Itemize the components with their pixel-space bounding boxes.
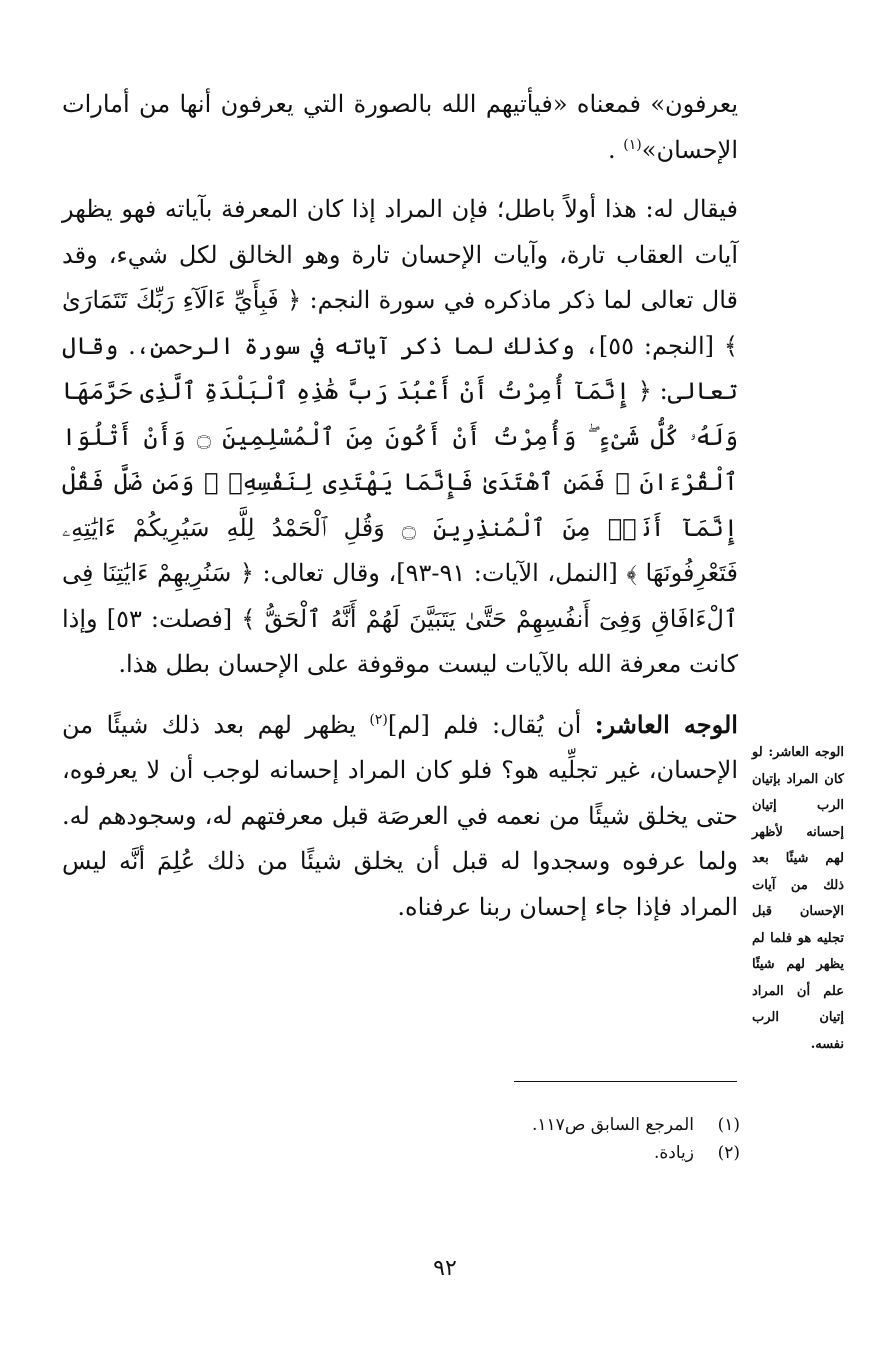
footnotes	[300, 1111, 740, 1167]
footnote-ref-1: (١)	[623, 136, 642, 153]
page-number: ٩٢	[433, 1256, 457, 1281]
footnote-divider	[514, 1081, 737, 1082]
paragraph-1-period: .	[608, 135, 616, 164]
main-text	[62, 82, 738, 930]
footnote-1-number: (١)	[717, 1115, 740, 1135]
footnote-1-text: المرجع السابق ص١١٧.	[532, 1115, 694, 1135]
paragraph-1	[62, 82, 738, 173]
paragraph-2: فيقال له: هذا أولاً باطل؛ فإن المراد إذا كان المعرفة بآياته فهو يظهر آيات العقاب تارة، وآيات الإحسان تارة وهو الخالق لكل شيء، وقد قال تعالى لما ذكر ماذكره في سورة النجم: ﴿ فَبِأَيِّ ءَالَآءِ رَبِّكَ تَتَمَارَىٰ ﴾ [النجم: ٥٥]، وكذلك لما ذكر آياته في سورة الرحمن،. وقال تعالى: ﴿ إِنَّمَآ أُمِرْتُ أَنْ أَعْبُدَ رَبَّ هَٰذِهِ ٱلْبَلْدَةِ ٱلَّذِى حَرَّمَهَا وَلَهُۥ كُلُّ شَىْءٍ ۖ وَأُمِرْتُ أَنْ أَكُونَ مِنَ ٱلْمُسْلِمِينَ ۝ وَأَنْ أَتْلُوَا ٱلْقُرْءَانَ ۖ فَمَنِ ٱهْتَدَىٰ فَإِنَّمَا يَهْتَدِى لِنَفْسِهِۦ ۖ وَمَن ضَلَّ فَقُلْ إِنَّمَآ أَنَا۠ مِنَ ٱلْمُنذِرِينَ ۝ وَقُلِ ٱلْحَمْدُ لِلَّهِ سَيُرِيكُمْ ءَايَٰتِهِۦ فَتَعْرِفُونَهَا ﴾ [النمل، الآيات: ٩١-٩٣]، وقال تعالى: ﴿ سَنُرِيهِمْ ءَايَٰتِنَا فِى ٱلْءَافَاقِ وَفِىٓ أَنفُسِهِمْ حَتَّىٰ يَتَبَيَّنَ لَهُمْ أَنَّهُ ٱلْحَقُّ ﴾ [فصلت: ٥٣] وإذا كانت معرفة الله بالآيات ليست موقوفة على الإحسان بطل هذا.	[62, 195, 739, 678]
paragraph-1-text: يعرفون» فمعناه «فيأتيهم الله بالصورة التي يعرفون أنها من أمارات الإحسان»	[62, 90, 738, 164]
footnote-2-number: (٢)	[717, 1143, 740, 1163]
paragraph-3-text-a: أن يُقال: فلم [لم]	[387, 710, 582, 739]
paragraph-3-heading: الوجه العاشر:	[594, 709, 738, 739]
footnote-2	[300, 1139, 740, 1167]
paragraph-3-text-b: يظهر لهم بعد ذلك شيئًا من الإحسان، غير تجلِّيه هو؟ فلو كان المراد إحسانه لوجب أن لا يعرفوه، حتى يخلق شيئًا من نعمه في العرصَة قبل معرفتهم له، وسجودهم له. ولما عرفوه وسجدوا له قبل أن يخلق شيئًا من ذلك عُلِمَ أنَّه ليس المراد فإذا جاء إحسان ربنا عرفناه.	[62, 710, 738, 921]
footnote-1	[300, 1111, 740, 1139]
footnote-2-text: زيادة.	[653, 1143, 694, 1163]
paragraph-3	[62, 702, 738, 931]
margin-note: الوجه العاشر: لو كان المراد بإتيان الرب إتيان إحسانه لأظهر لهم شيئًا بعد ذلك من آيات الإحسان قبل تجليه هو فلما لم يظهر لهم شيئًا علم أن المراد إتيان الرب نفسه.	[752, 745, 844, 1052]
footnote-ref-2: (٢)	[369, 711, 388, 728]
